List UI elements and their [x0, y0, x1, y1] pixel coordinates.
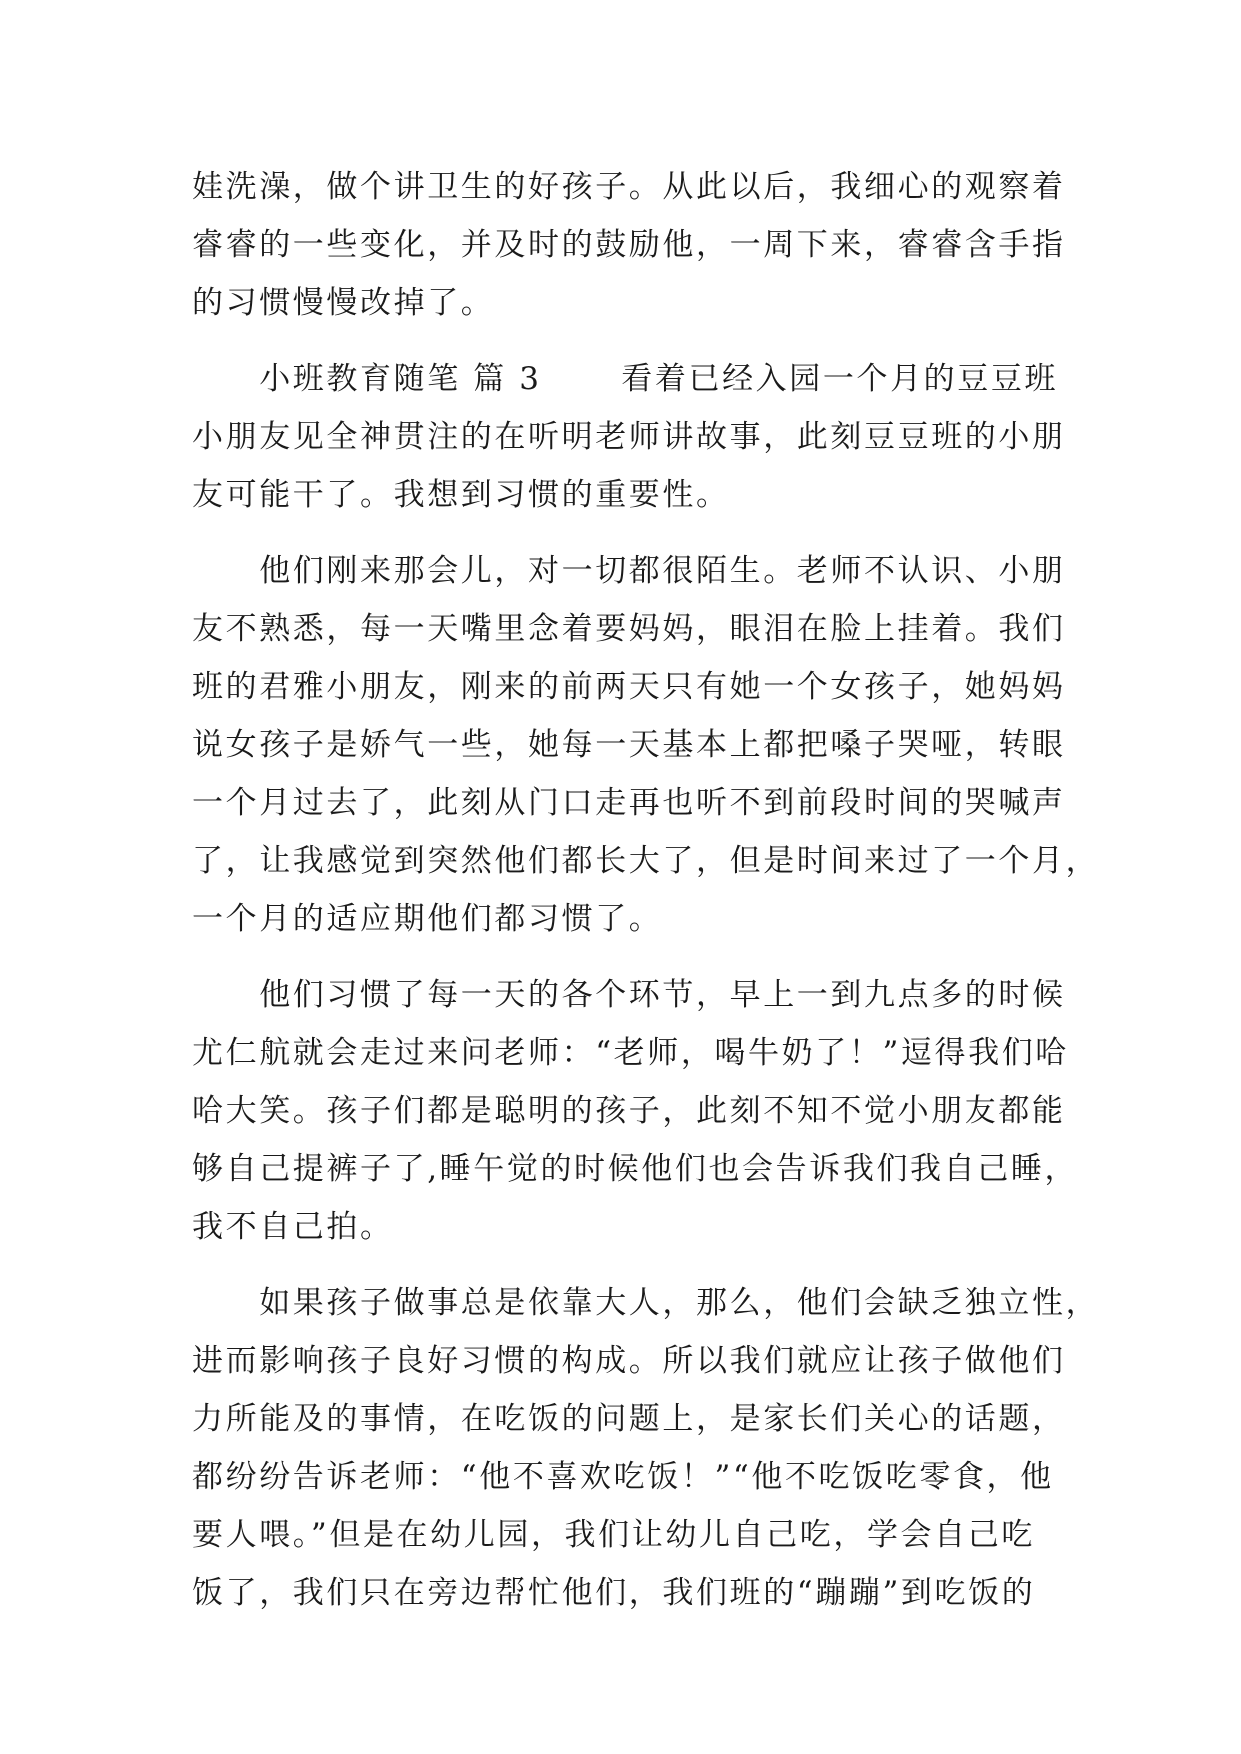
text-line: 都纷纷告诉老师：“他不喜欢吃饭！”“他不吃饭吃零食，他: [192, 1459, 1054, 1495]
text-line: 饭了，我们只在旁边帮忙他们，我们班的“蹦蹦”到吃饭的: [192, 1575, 1036, 1611]
text-line: 友不熟悉，每一天嘴里念着要妈妈，眼泪在脸上挂着。我们: [192, 611, 1066, 647]
text-line: 够自己提裤子了,睡午觉的时候他们也会告诉我们我自己睡，: [192, 1151, 1079, 1187]
text-line: 他们刚来那会儿，对一切都很陌生。老师不认识、小朋: [192, 553, 1066, 589]
text-line: 小朋友见全神贯注的在听明老师讲故事，此刻豆豆班的小朋: [192, 419, 1066, 455]
text-line: 力所能及的事情，在吃饭的问题上，是家长们关心的话题，: [192, 1401, 1066, 1437]
text-line: 睿睿的一些变化，并及时的鼓励他，一周下来，睿睿含手指: [192, 227, 1066, 263]
paragraph-gap: [192, 332, 1072, 350]
text-line: 了，让我感觉到突然他们都长大了，但是时间来过了一个月，: [192, 843, 1100, 879]
paragraph-gap: [192, 948, 1072, 966]
paragraph-gap: [192, 524, 1072, 542]
text-line: 要人喂。”但是在幼儿园，我们让幼儿自己吃，学会自己吃: [192, 1517, 1035, 1553]
text-line: 进而影响孩子良好习惯的构成。所以我们就应让孩子做他们: [192, 1343, 1066, 1379]
text-line: 说女孩子是娇气一些，她每一天基本上都把嗓子哭哑，转眼: [192, 727, 1066, 763]
text-line: 一个月的适应期他们都习惯了。: [192, 901, 663, 937]
text-line: 一个月过去了，此刻从门口走再也听不到前段时间的哭喊声: [192, 785, 1066, 821]
document-body: [192, 158, 1100, 1622]
text-line: 的习惯慢慢改掉了。: [192, 285, 495, 321]
paragraph-gap: [192, 1256, 1072, 1274]
text-line: 我不自己拍。: [192, 1209, 394, 1245]
text-line: 友可能干了。我想到习惯的重要性。: [192, 477, 730, 513]
text-line: 如果孩子做事总是依靠大人，那么，他们会缺乏独立性，: [192, 1285, 1100, 1321]
text-line: 娃洗澡，做个讲卫生的好孩子。从此以后，我细心的观察着: [192, 169, 1066, 205]
section-heading-line: 小班教育随笔 篇 3 看着已经入园一个月的豆豆班: [192, 361, 1059, 397]
text-line: 他们习惯了每一天的各个环节，早上一到九点多的时候: [192, 977, 1066, 1013]
text-line: 哈大笑。孩子们都是聪明的孩子，此刻不知不觉小朋友都能: [192, 1093, 1066, 1129]
text-line: 班的君雅小朋友，刚来的前两天只有她一个女孩子，她妈妈: [192, 669, 1066, 705]
text-line: 尤仁航就会走过来问老师：“老师，喝牛奶了！”逗得我们哈: [192, 1035, 1069, 1071]
